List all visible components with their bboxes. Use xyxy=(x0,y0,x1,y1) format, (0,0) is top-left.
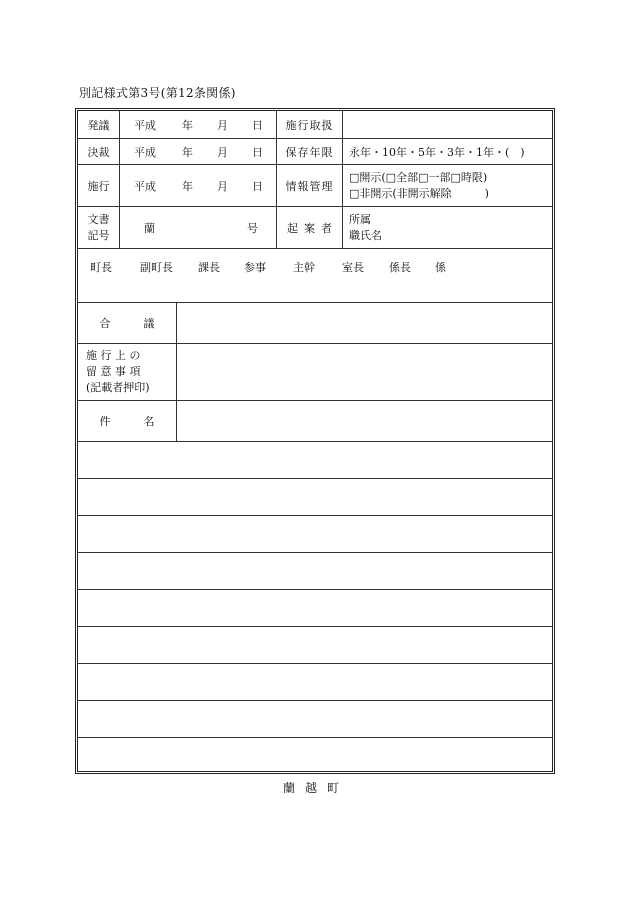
body-line[interactable] xyxy=(78,553,552,590)
document-code-label: 文書 記号 xyxy=(78,207,120,248)
decision-date[interactable]: 平成 年 月 日 xyxy=(120,139,277,164)
approver-senior-officer[interactable]: 主幹 xyxy=(293,261,315,274)
row-notes xyxy=(78,344,552,401)
approver-titles xyxy=(78,249,552,275)
enforcement-label: 施行 xyxy=(78,165,120,206)
row-enforcement xyxy=(78,165,552,207)
proposal-date[interactable]: 平成 年 月 日 xyxy=(120,111,277,138)
row-approvers xyxy=(78,249,552,303)
proposal-label: 発議 xyxy=(78,111,120,138)
body-line[interactable] xyxy=(78,442,552,479)
approver-councillor[interactable]: 参事 xyxy=(244,261,266,274)
row-subject xyxy=(78,401,552,442)
decision-label: 決裁 xyxy=(78,139,120,164)
subject-label: 件 名 xyxy=(78,401,177,441)
name-title-label: 職氏名 xyxy=(349,228,382,242)
approver-staff[interactable]: 係 xyxy=(435,261,446,274)
drafter-value[interactable] xyxy=(343,207,552,248)
approver-section-chief[interactable]: 課長 xyxy=(198,261,220,274)
body-line[interactable] xyxy=(78,479,552,516)
body-line[interactable] xyxy=(78,738,552,771)
approver-sub-chief[interactable]: 係長 xyxy=(389,261,411,274)
retention-label: 保存年限 xyxy=(277,139,343,164)
handling-value[interactable] xyxy=(343,111,552,138)
form-caption: 別記様式第3号(第12条関係) xyxy=(79,86,236,100)
enforcement-date[interactable]: 平成 年 月 日 xyxy=(120,165,277,206)
info-management-label: 情報管理 xyxy=(277,165,343,206)
retention-value[interactable]: 永年・10年・5年・3年・1年・( ) xyxy=(349,145,525,159)
body-line[interactable] xyxy=(78,701,552,738)
non-disclosure-option[interactable]: □非開示(非開示解除 ) xyxy=(349,186,489,200)
approver-deputy-mayor[interactable]: 副町長 xyxy=(140,261,173,274)
drafter-label: 起案者 xyxy=(277,207,343,248)
subject-value[interactable] xyxy=(177,401,552,441)
notes-value[interactable] xyxy=(177,344,552,400)
row-decision xyxy=(78,139,552,165)
document-number[interactable]: 蘭 号 xyxy=(120,207,277,248)
row-consultation xyxy=(78,303,552,344)
approver-office-chief[interactable]: 室長 xyxy=(342,261,364,274)
body-line[interactable] xyxy=(78,627,552,664)
consultation-label: 合 議 xyxy=(78,303,177,343)
town-name: 蘭越町 xyxy=(283,781,350,795)
body-line[interactable] xyxy=(78,590,552,627)
disclosure-option[interactable]: □開示(□全部□一部□時限) xyxy=(349,170,488,184)
body-line[interactable] xyxy=(78,664,552,701)
consultation-value[interactable] xyxy=(177,303,552,343)
handling-label: 施行取扱 xyxy=(277,111,343,138)
approval-form xyxy=(75,108,555,774)
body-line[interactable] xyxy=(78,516,552,553)
notes-label: 施 行 上 の 留 意 事 項 (記載者押印) xyxy=(78,344,177,400)
affiliation-label: 所属 xyxy=(349,212,371,226)
approver-mayor[interactable]: 町長 xyxy=(90,261,112,274)
row-proposal xyxy=(78,111,552,139)
row-document-code xyxy=(78,207,552,249)
info-management-value[interactable] xyxy=(343,165,552,206)
